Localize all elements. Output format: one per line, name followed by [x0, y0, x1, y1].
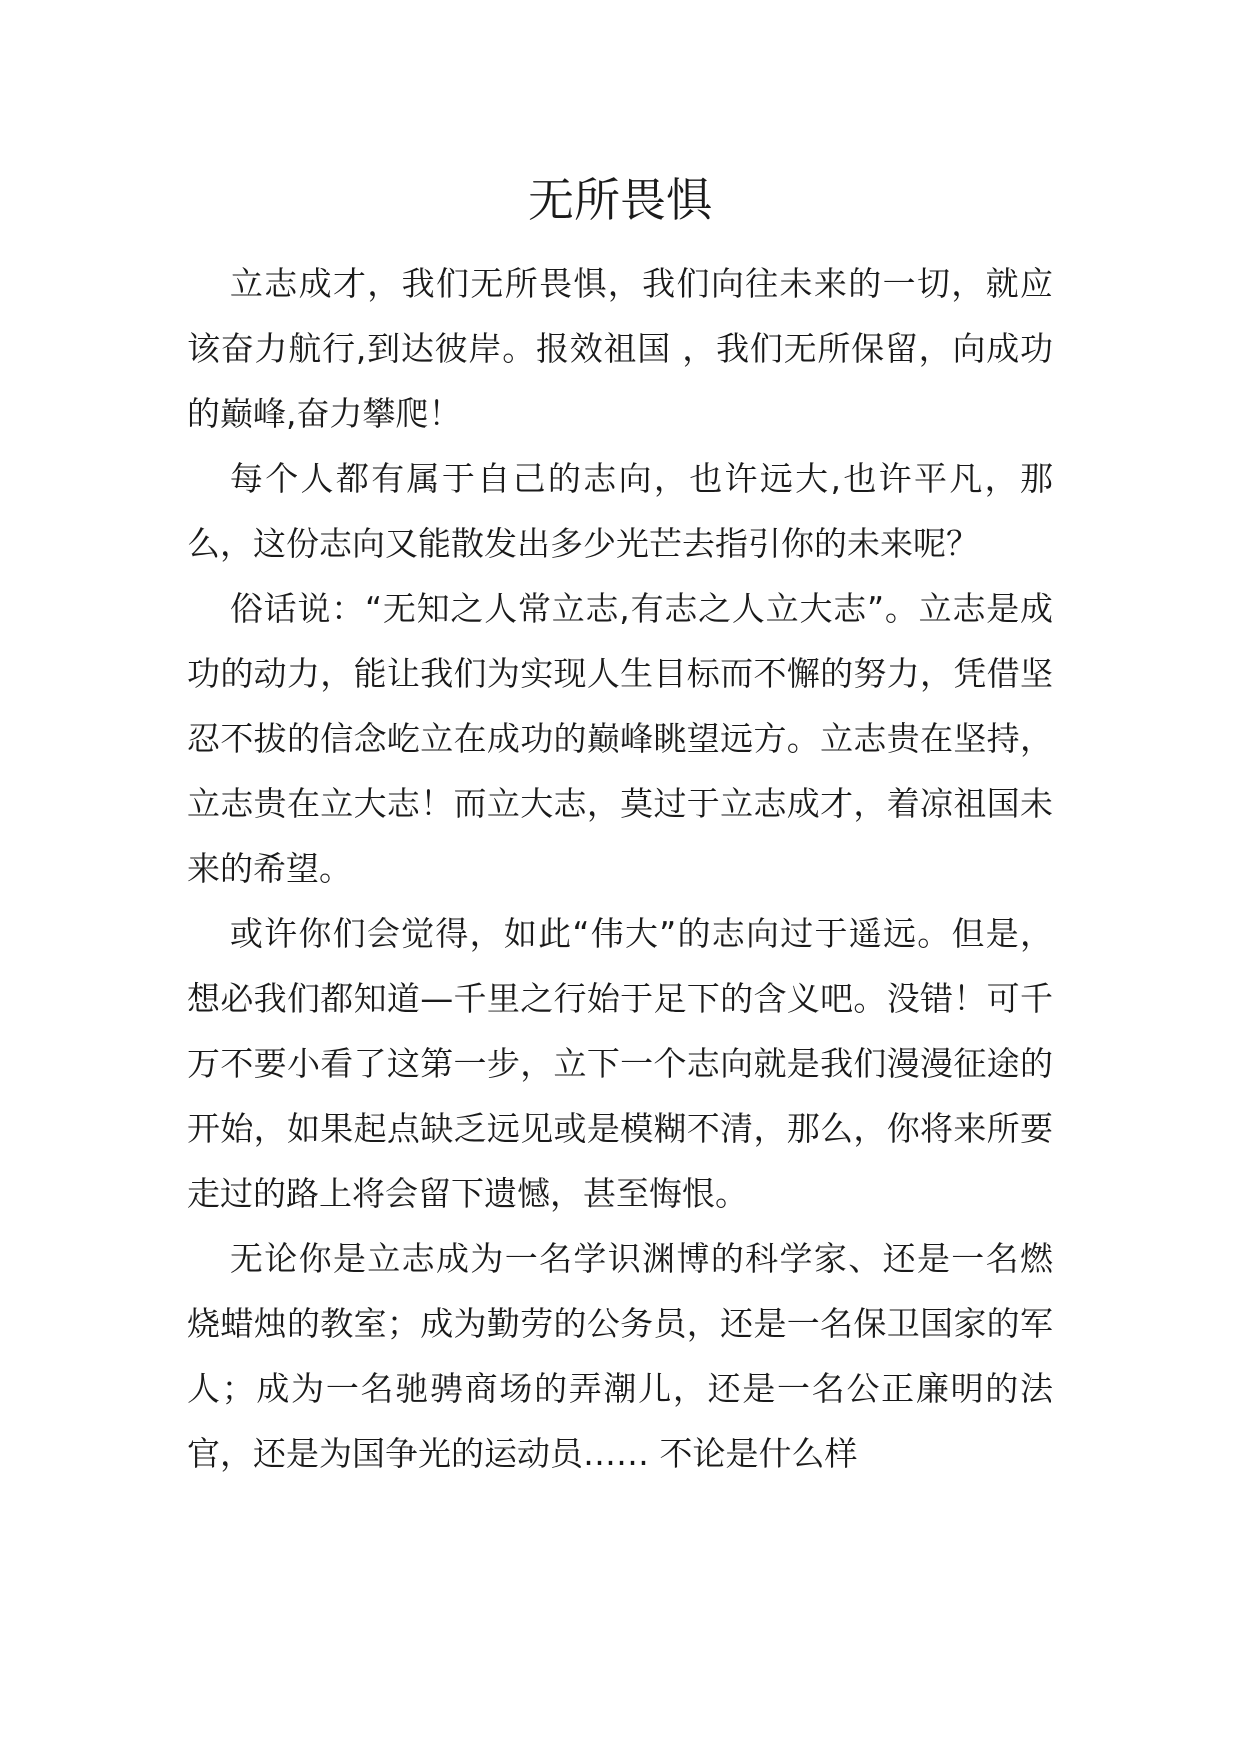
paragraph: 俗话说：“无知之人常立志,有志之人立大志”。立志是成功的动力，能让我们为实现人生目标而不懈的努力，凭借坚忍不拔的信念屹立在成功的巅峰眺望远方。立志贵在坚持，立志贵在立大志！而立大志，莫过于立志成才，着凉祖国未来的希望。	[187, 589, 1053, 888]
page-title: 无所畏惧	[528, 173, 712, 227]
paragraph: 或许你们会觉得，如此“伟大”的志向过于遥远。但是，想必我们都知道—千里之行始于足下的含义吧。没错！可千万不要小看了这第一步，立下一个志向就是我们漫漫征途的开始，如果起点缺乏远见或是模糊不清，那么，你将来所要走过的路上将会留下遗憾，甚至悔恨。	[187, 914, 1053, 1213]
paragraph: 立志成才，我们无所畏惧，我们向往未来的一切，就应该奋力航行,到达彼岸。报效祖国 ，我们无所保留，向成功的巅峰,奋力攀爬！	[187, 264, 1053, 433]
document-body	[187, 251, 1053, 1486]
paragraph: 每个人都有属于自己的志向，也许远大,也许平凡，那么，这份志向又能散发出多少光芒去指引你的未来呢？	[187, 459, 1053, 563]
paragraph: 无论你是立志成为一名学识渊博的科学家、还是一名燃烧蜡烛的教室；成为勤劳的公务员，还是一名保卫国家的军人；成为一名驰骋商场的弄潮儿，还是一名公正廉明的法官，还是为国争光的运动员…… 不论是什么样	[187, 1239, 1053, 1473]
